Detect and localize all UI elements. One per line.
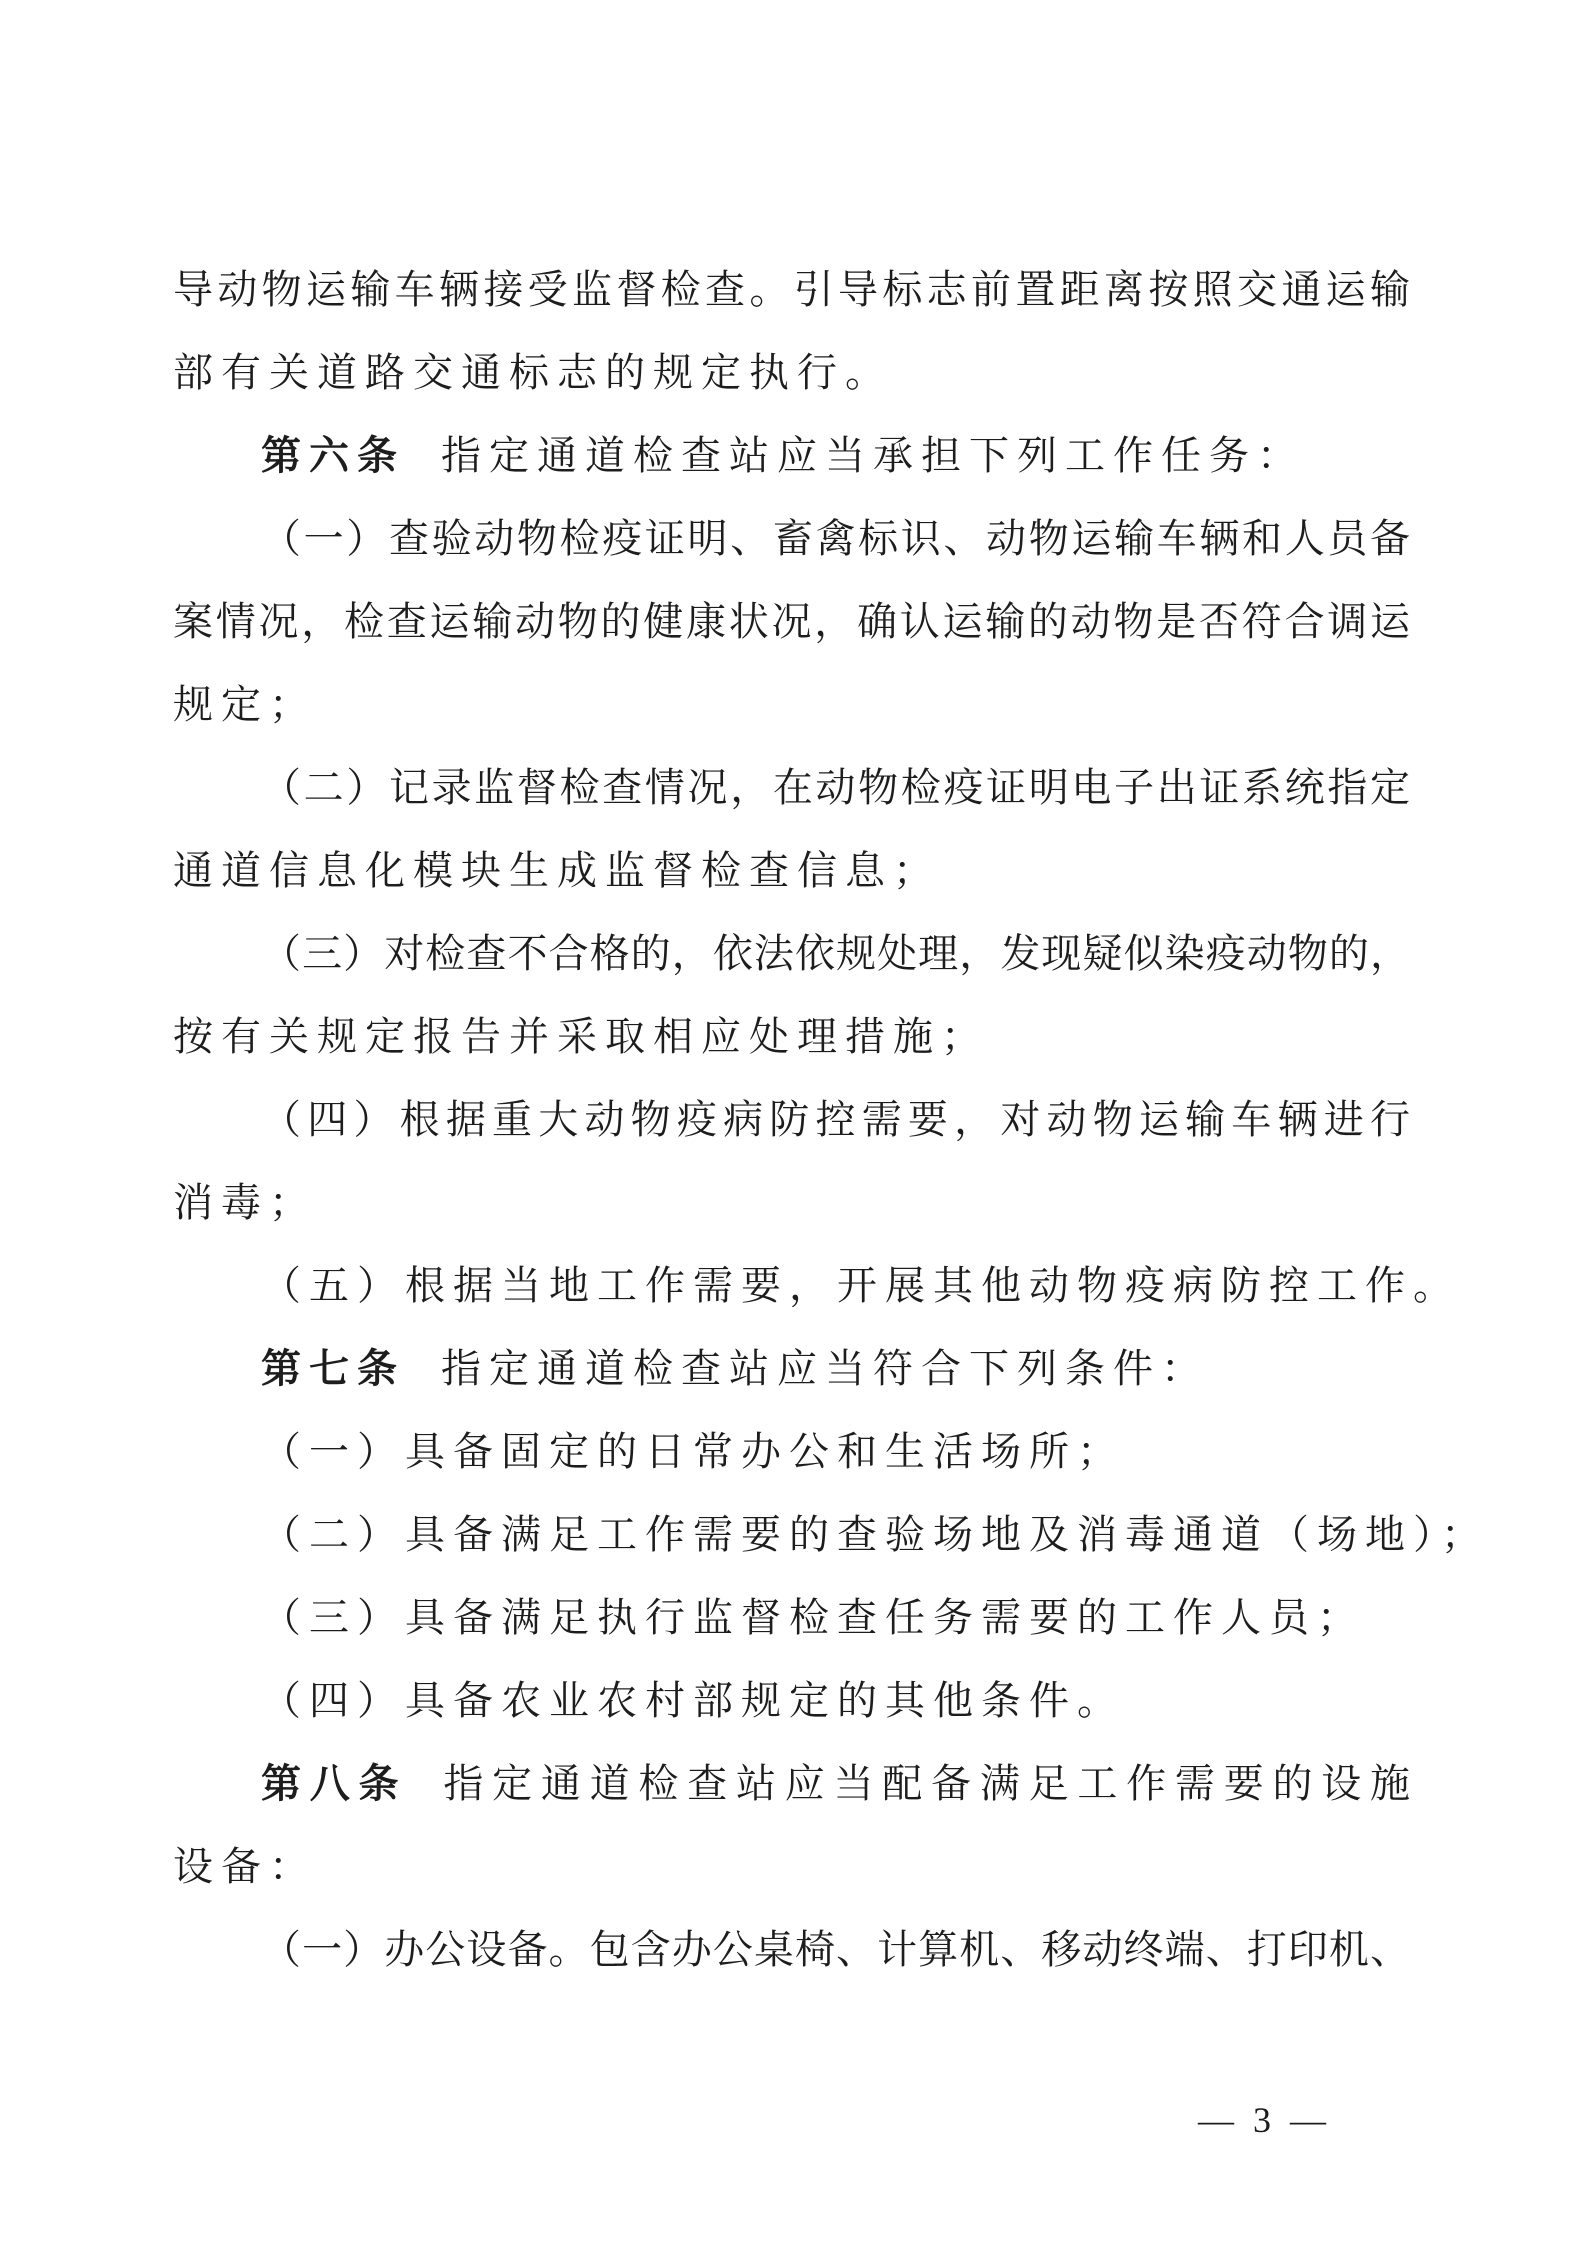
article-number-label: 第六条 bbox=[261, 434, 405, 478]
list-item-line: （三）对检查不合格的，依法依规处理，发现疑似染疫动物的， bbox=[261, 931, 1410, 976]
article-heading-text: 指定通道检查站应当符合下列条件： bbox=[441, 1346, 1209, 1391]
body-line: 导动物运输车辆接受监督检查。引导标志前置距离按照交通运输 bbox=[173, 267, 1410, 312]
list-item-line: （二）具备满足工作需要的查验场地及消毒通道（场地）； bbox=[261, 1512, 1489, 1557]
list-item-line: （一）具备固定的日常办公和生活场所； bbox=[261, 1429, 1125, 1474]
body-line: 设备： bbox=[173, 1844, 317, 1889]
document-body bbox=[173, 248, 1489, 1991]
article-heading-text: 指定通道检查站应当承担下列工作任务： bbox=[441, 433, 1305, 478]
body-line: 部有关道路交通标志的规定执行。 bbox=[173, 350, 893, 395]
list-item-line: （一）查验动物检疫证明、畜禽标识、动物运输车辆和人员备 bbox=[261, 516, 1410, 561]
body-line: 规定； bbox=[173, 682, 317, 727]
article-heading-line bbox=[173, 1742, 1410, 1825]
list-item-line: （五）根据当地工作需要，开展其他动物疫病防控工作。 bbox=[261, 1263, 1461, 1308]
list-item-line: （四）根据重大动物疫病防控需要，对动物运输车辆进行 bbox=[261, 1097, 1410, 1142]
article-heading-text: 指定通道检查站应当配备满足工作需要的设施 bbox=[443, 1761, 1411, 1806]
list-item-line: （一）办公设备。包含办公桌椅、计算机、移动终端、打印机、 bbox=[261, 1927, 1410, 1972]
body-line: 按有关规定报告并采取相应处理措施； bbox=[173, 1014, 989, 1059]
article-number-label: 第八条 bbox=[261, 1762, 408, 1806]
list-item-line: （三）具备满足执行监督检查任务需要的工作人员； bbox=[261, 1595, 1365, 1640]
article-heading-line bbox=[173, 1327, 1410, 1410]
body-line: 案情况，检查运输动物的健康状况，确认运输的动物是否符合调运 bbox=[173, 599, 1410, 644]
article-number-label: 第七条 bbox=[261, 1347, 405, 1391]
body-line: 消毒； bbox=[173, 1180, 317, 1225]
article-heading-line bbox=[173, 414, 1410, 497]
list-item-line: （四）具备农业农村部规定的其他条件。 bbox=[261, 1678, 1125, 1723]
body-line: 通道信息化模块生成监督检查信息； bbox=[173, 848, 941, 893]
list-item-line: （二）记录监督检查情况，在动物检疫证明电子出证系统指定 bbox=[261, 765, 1410, 810]
page-number: — 3 — bbox=[1198, 2100, 1331, 2140]
